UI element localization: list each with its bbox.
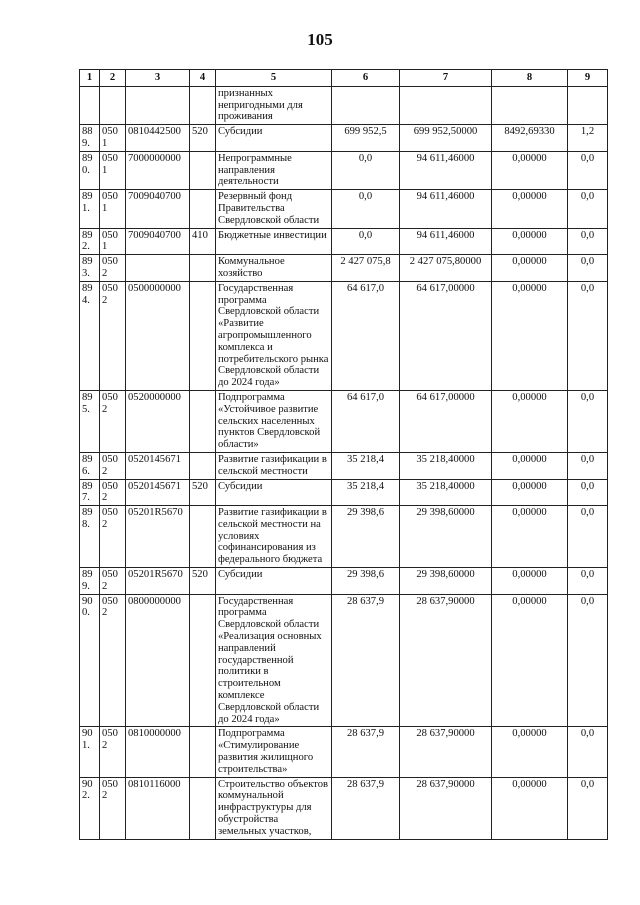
target-article-cell: 0810442500 [126, 125, 190, 152]
amount-executed-cell: 0,00000 [492, 281, 568, 390]
amount-law-cell: 35 218,4 [332, 452, 400, 479]
expense-type-cell [190, 452, 216, 479]
amount-executed-cell: 0,00000 [492, 479, 568, 506]
amount-executed-cell: 0,00000 [492, 255, 568, 282]
section-code-cell: 0501 [100, 190, 126, 228]
item-name-cell: Строительство объектов коммунальной инфраструктуры для обустройства земельных участков, [216, 777, 332, 839]
percent-cell: 0,0 [568, 255, 608, 282]
percent-cell: 0,0 [568, 594, 608, 727]
amount-law-cell: 28 637,9 [332, 594, 400, 727]
section-code-cell: 0502 [100, 506, 126, 568]
section-code-cell: 0502 [100, 568, 126, 595]
amount-revised-cell: 64 617,00000 [400, 390, 492, 452]
item-name-cell: Субсидии [216, 568, 332, 595]
amount-executed-cell: 0,00000 [492, 568, 568, 595]
amount-revised-cell: 28 637,90000 [400, 777, 492, 839]
target-article-cell: 7000000000 [126, 151, 190, 189]
section-code-cell: 0502 [100, 281, 126, 390]
budget-table [79, 69, 608, 840]
row-number-cell: 898. [80, 506, 100, 568]
row-number-cell: 890. [80, 151, 100, 189]
amount-law-cell: 28 637,9 [332, 727, 400, 777]
item-name-cell: Резервный фонд Правительства Свердловской области [216, 190, 332, 228]
percent-cell: 0,0 [568, 777, 608, 839]
item-name-cell: признанных непригодными для проживания [216, 86, 332, 124]
table-row [80, 281, 608, 390]
item-name-cell: Коммунальное хозяйство [216, 255, 332, 282]
amount-revised-cell: 28 637,90000 [400, 594, 492, 727]
amount-revised-cell: 35 218,40000 [400, 452, 492, 479]
amount-law-cell: 29 398,6 [332, 506, 400, 568]
expense-type-cell [190, 190, 216, 228]
table-row [80, 151, 608, 189]
percent-cell: 0,0 [568, 228, 608, 255]
row-number-cell: 889. [80, 125, 100, 152]
expense-type-cell: 410 [190, 228, 216, 255]
amount-executed-cell [492, 86, 568, 124]
target-article-cell: 0520145671 [126, 452, 190, 479]
section-code-cell: 0501 [100, 125, 126, 152]
amount-law-cell: 0,0 [332, 190, 400, 228]
item-name-cell: Бюджетные инвестиции [216, 228, 332, 255]
header-cell: 4 [190, 70, 216, 87]
amount-executed-cell: 0,00000 [492, 151, 568, 189]
item-name-cell: Развитие газификации в сельской местности на условиях софинансирования из федерального бюджета [216, 506, 332, 568]
row-number-cell: 901. [80, 727, 100, 777]
section-code-cell: 0502 [100, 727, 126, 777]
section-code-cell: 0501 [100, 151, 126, 189]
percent-cell: 0,0 [568, 479, 608, 506]
section-code-cell: 0502 [100, 594, 126, 727]
item-name-cell: Подпрограмма «Стимулирование развития жилищного строительства» [216, 727, 332, 777]
amount-law-cell: 0,0 [332, 151, 400, 189]
amount-executed-cell: 8492,69330 [492, 125, 568, 152]
page-number: 105 [307, 30, 333, 49]
item-name-cell: Государственная программа Свердловской области «Реализация основных направлений государственной политики в строительном комплексе Свердловской области до 2024 года» [216, 594, 332, 727]
percent-cell: 0,0 [568, 151, 608, 189]
amount-law-cell: 64 617,0 [332, 390, 400, 452]
item-name-cell: Развитие газификации в сельской местности [216, 452, 332, 479]
header-cell: 9 [568, 70, 608, 87]
amount-revised-cell: 35 218,40000 [400, 479, 492, 506]
expense-type-cell: 520 [190, 125, 216, 152]
percent-cell: 0,0 [568, 568, 608, 595]
expense-type-cell [190, 506, 216, 568]
header-cell: 1 [80, 70, 100, 87]
target-article-cell: 7009040700 [126, 228, 190, 255]
target-article-cell [126, 86, 190, 124]
target-article-cell: 7009040700 [126, 190, 190, 228]
row-number-cell: 896. [80, 452, 100, 479]
expense-type-cell [190, 151, 216, 189]
amount-law-cell: 2 427 075,8 [332, 255, 400, 282]
section-code-cell [100, 86, 126, 124]
percent-cell: 0,0 [568, 452, 608, 479]
header-cell: 6 [332, 70, 400, 87]
section-code-cell: 0501 [100, 228, 126, 255]
table-row [80, 777, 608, 839]
expense-type-cell [190, 727, 216, 777]
amount-executed-cell: 0,00000 [492, 506, 568, 568]
percent-cell [568, 86, 608, 124]
table-row [80, 479, 608, 506]
amount-revised-cell: 29 398,60000 [400, 568, 492, 595]
row-number-cell: 892. [80, 228, 100, 255]
amount-law-cell: 29 398,6 [332, 568, 400, 595]
amount-revised-cell: 28 637,90000 [400, 727, 492, 777]
table-row [80, 452, 608, 479]
item-name-cell: Подпрограмма «Устойчивое развитие сельских населенных пунктов Свердловской области» [216, 390, 332, 452]
amount-revised-cell: 29 398,60000 [400, 506, 492, 568]
table-row [80, 86, 608, 124]
table-row [80, 390, 608, 452]
expense-type-cell [190, 390, 216, 452]
table-row [80, 228, 608, 255]
item-name-cell: Субсидии [216, 125, 332, 152]
amount-law-cell: 699 952,5 [332, 125, 400, 152]
expense-type-cell: 520 [190, 479, 216, 506]
amount-revised-cell: 699 952,50000 [400, 125, 492, 152]
expense-type-cell [190, 594, 216, 727]
row-number-cell: 900. [80, 594, 100, 727]
section-code-cell: 0502 [100, 777, 126, 839]
amount-executed-cell: 0,00000 [492, 228, 568, 255]
percent-cell: 0,0 [568, 727, 608, 777]
amount-law-cell: 64 617,0 [332, 281, 400, 390]
target-article-cell: 0810116000 [126, 777, 190, 839]
expense-type-cell [190, 86, 216, 124]
percent-cell: 0,0 [568, 190, 608, 228]
amount-law-cell: 0,0 [332, 228, 400, 255]
percent-cell: 0,0 [568, 506, 608, 568]
item-name-cell: Субсидии [216, 479, 332, 506]
row-number-cell: 893. [80, 255, 100, 282]
section-code-cell: 0502 [100, 390, 126, 452]
amount-law-cell [332, 86, 400, 124]
header-cell: 3 [126, 70, 190, 87]
table-row [80, 727, 608, 777]
amount-executed-cell: 0,00000 [492, 390, 568, 452]
row-number-cell: 894. [80, 281, 100, 390]
target-article-cell [126, 255, 190, 282]
expense-type-cell [190, 255, 216, 282]
row-number-cell: 897. [80, 479, 100, 506]
header-cell: 8 [492, 70, 568, 87]
section-code-cell: 0502 [100, 452, 126, 479]
row-number-cell: 895. [80, 390, 100, 452]
amount-revised-cell: 94 611,46000 [400, 228, 492, 255]
item-name-cell: Государственная программа Свердловской области «Развитие агропромышленного комплекса и потребительского рынка Свердловской области до 2024 года» [216, 281, 332, 390]
target-article-cell: 0500000000 [126, 281, 190, 390]
amount-executed-cell: 0,00000 [492, 594, 568, 727]
amount-executed-cell: 0,00000 [492, 777, 568, 839]
header-cell: 5 [216, 70, 332, 87]
row-number-cell [80, 86, 100, 124]
amount-law-cell: 35 218,4 [332, 479, 400, 506]
table-row [80, 506, 608, 568]
header-cell: 2 [100, 70, 126, 87]
amount-executed-cell: 0,00000 [492, 727, 568, 777]
expense-type-cell: 520 [190, 568, 216, 595]
amount-revised-cell: 94 611,46000 [400, 151, 492, 189]
percent-cell: 0,0 [568, 390, 608, 452]
table-row [80, 255, 608, 282]
table-row [80, 125, 608, 152]
table-row [80, 190, 608, 228]
expense-type-cell [190, 281, 216, 390]
target-article-cell: 0810000000 [126, 727, 190, 777]
percent-cell: 0,0 [568, 281, 608, 390]
amount-revised-cell [400, 86, 492, 124]
target-article-cell: 0520000000 [126, 390, 190, 452]
percent-cell: 1,2 [568, 125, 608, 152]
amount-revised-cell: 2 427 075,80000 [400, 255, 492, 282]
amount-executed-cell: 0,00000 [492, 452, 568, 479]
target-article-cell: 05201R5670 [126, 568, 190, 595]
table-row [80, 568, 608, 595]
target-article-cell: 0800000000 [126, 594, 190, 727]
target-article-cell: 0520145671 [126, 479, 190, 506]
section-code-cell: 0502 [100, 255, 126, 282]
amount-executed-cell: 0,00000 [492, 190, 568, 228]
section-code-cell: 0502 [100, 479, 126, 506]
amount-revised-cell: 94 611,46000 [400, 190, 492, 228]
table-row [80, 594, 608, 727]
row-number-cell: 891. [80, 190, 100, 228]
amount-revised-cell: 64 617,00000 [400, 281, 492, 390]
amount-law-cell: 28 637,9 [332, 777, 400, 839]
row-number-cell: 902. [80, 777, 100, 839]
item-name-cell: Непрограммные направления деятельности [216, 151, 332, 189]
row-number-cell: 899. [80, 568, 100, 595]
header-cell: 7 [400, 70, 492, 87]
target-article-cell: 05201R5670 [126, 506, 190, 568]
expense-type-cell [190, 777, 216, 839]
header-row [80, 70, 608, 87]
